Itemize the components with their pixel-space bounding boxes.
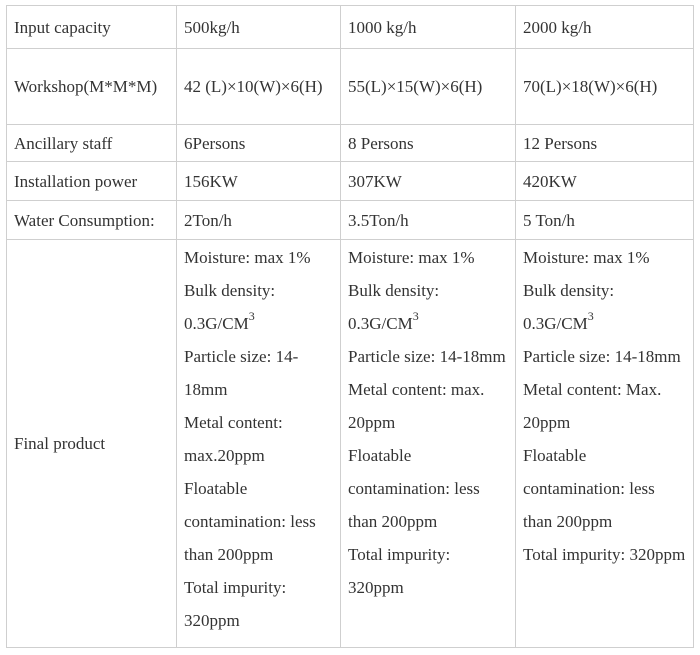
table-row-ancillary-staff <box>7 125 694 162</box>
row-label-ancillary-staff: Ancillary staff <box>7 125 177 162</box>
spec-metal-content: Metal content: max. 20ppm <box>348 380 485 432</box>
spec-total-impurity: Total impurity: 320ppm <box>523 545 686 564</box>
cell-power-1000: 307KW <box>341 162 516 201</box>
cell-workshop-500: 42 (L)×10(W)×6(H) <box>177 49 341 125</box>
cell-water-2000: 5 Ton/h <box>516 201 694 240</box>
table-row-water-consumption <box>7 201 694 240</box>
spec-bulk-density-text: Bulk density: 0.3G/CM <box>523 281 615 333</box>
spec-floatable-contamination: Floatable contamination: less than 200ppm <box>348 446 480 531</box>
spec-moisture: Moisture: max 1% <box>348 248 475 267</box>
spec-bulk-density <box>184 274 333 340</box>
cell-power-2000: 420KW <box>516 162 694 201</box>
table-row-installation-power <box>7 162 694 201</box>
cell-input-capacity-1000: 1000 kg/h <box>341 6 516 49</box>
spec-metal-content: Metal content: Max. 20ppm <box>523 380 662 432</box>
cell-staff-1000: 8 Persons <box>341 125 516 162</box>
spec-bulk-density-text: Bulk density: 0.3G/CM <box>184 281 276 333</box>
spec-bulk-density-exponent: 3 <box>412 309 419 324</box>
spec-metal-content: Metal content: max.20ppm <box>184 413 283 465</box>
spec-bulk-density <box>348 274 508 340</box>
spec-bulk-density-exponent: 3 <box>248 309 255 324</box>
cell-staff-500: 6Persons <box>177 125 341 162</box>
cell-staff-2000: 12 Persons <box>516 125 694 162</box>
spec-particle-size: Particle size: 14-18mm <box>348 347 506 366</box>
spec-moisture: Moisture: max 1% <box>184 248 311 267</box>
spec-bulk-density <box>523 274 686 340</box>
specification-table <box>6 5 694 648</box>
cell-input-capacity-500: 500kg/h <box>177 6 341 49</box>
spec-floatable-contamination: Floatable contamination: less than 200ppm <box>523 446 655 531</box>
cell-final-product-500 <box>177 240 341 648</box>
cell-power-500: 156KW <box>177 162 341 201</box>
cell-workshop-2000: 70(L)×18(W)×6(H) <box>516 49 694 125</box>
cell-water-1000: 3.5Ton/h <box>341 201 516 240</box>
row-label-input-capacity: Input capacity <box>7 6 177 49</box>
cell-final-product-1000 <box>341 240 516 648</box>
row-label-final-product: Final product <box>7 240 177 648</box>
cell-input-capacity-2000: 2000 kg/h <box>516 6 694 49</box>
spec-total-impurity: Total impurity: 320ppm <box>348 545 451 597</box>
table-row-final-product <box>7 240 694 648</box>
row-label-water-consumption: Water Consumption: <box>7 201 177 240</box>
cell-workshop-1000: 55(L)×15(W)×6(H) <box>341 49 516 125</box>
spec-total-impurity: Total impurity: 320ppm <box>184 578 287 630</box>
spec-bulk-density-exponent: 3 <box>587 309 594 324</box>
cell-final-product-2000 <box>516 240 694 648</box>
spec-moisture: Moisture: max 1% <box>523 248 650 267</box>
table-row-workshop <box>7 49 694 125</box>
spec-particle-size: Particle size: 14-18mm <box>523 347 681 366</box>
spec-floatable-contamination: Floatable contamination: less than 200ppm <box>184 479 316 564</box>
row-label-installation-power: Installation power <box>7 162 177 201</box>
table-row-input-capacity <box>7 6 694 49</box>
row-label-workshop: Workshop(M*M*M) <box>7 49 177 125</box>
spec-particle-size: Particle size: 14-18mm <box>184 347 299 399</box>
cell-water-500: 2Ton/h <box>177 201 341 240</box>
spec-bulk-density-text: Bulk density: 0.3G/CM <box>348 281 440 333</box>
